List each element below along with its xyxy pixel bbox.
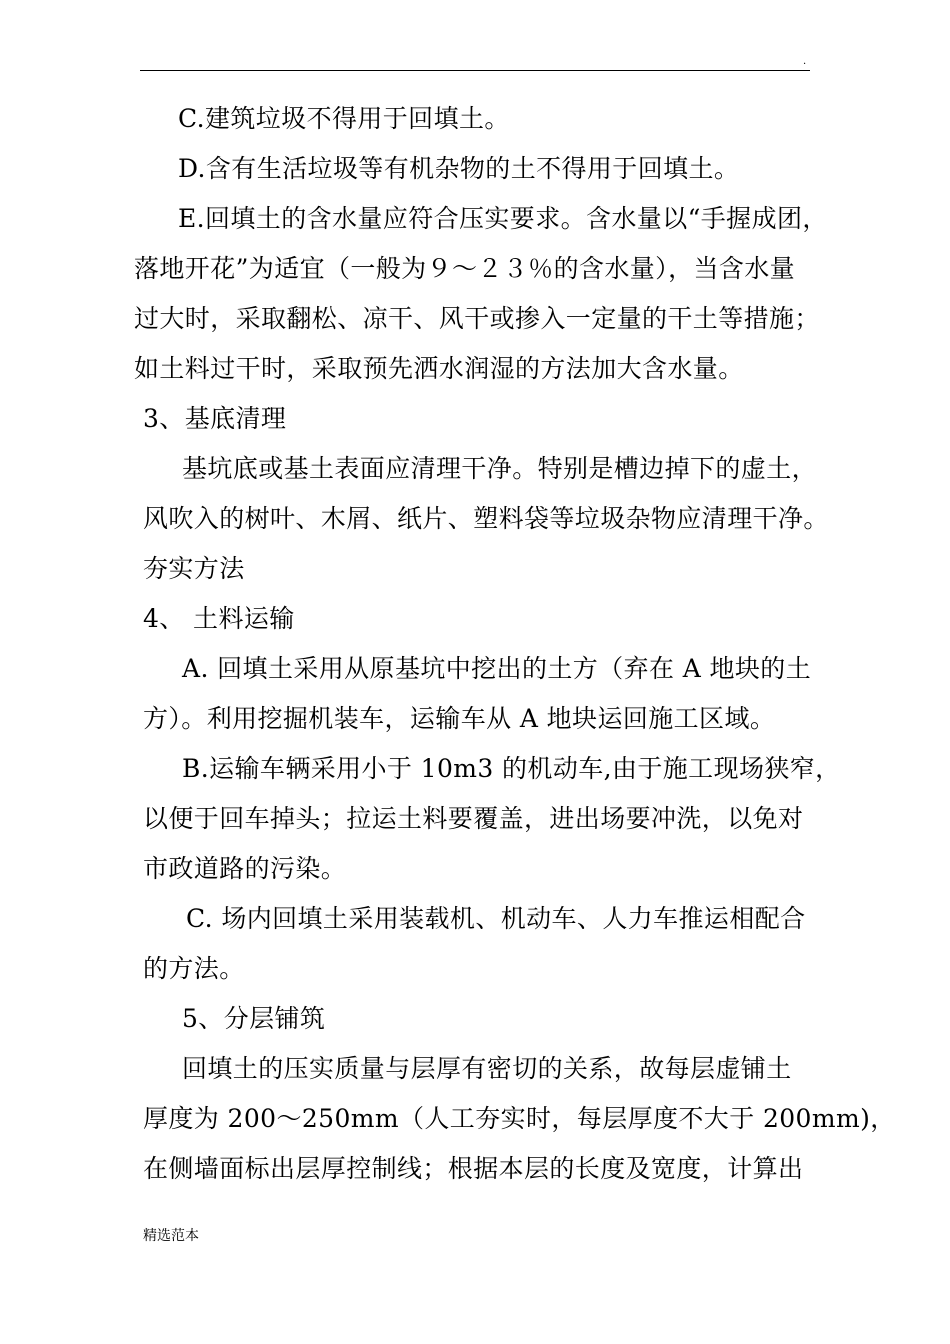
header-mark: . bbox=[803, 56, 807, 67]
text-line: 的方法。 bbox=[143, 954, 245, 983]
section-heading: 4、 土料运输 bbox=[143, 604, 295, 633]
text-line: E.回填土的含水量应符合压实要求。含水量以“手握成团， bbox=[178, 204, 828, 233]
text-line: 方）。利用挖掘机装车，运输车从 A 地块运回施工区域。 bbox=[143, 704, 776, 733]
header-rule bbox=[140, 70, 810, 71]
text-line: C.建筑垃圾不得用于回填土。 bbox=[178, 104, 510, 133]
text-line: B.运输车辆采用小于 10m3 的机动车,由于施工现场狭窄， bbox=[182, 754, 841, 783]
footer-label: 精选范本 bbox=[143, 1228, 199, 1244]
text-line: 以便于回车掉头；拉运土料要覆盖，进出场要冲洗，以免对 bbox=[143, 804, 804, 833]
text-line: 如土料过干时，采取预先洒水润湿的方法加大含水量。 bbox=[134, 354, 744, 383]
section-heading: 5、分层铺筑 bbox=[182, 1004, 326, 1033]
text-line: 过大时，采取翻松、凉干、风干或掺入一定量的干土等措施； bbox=[134, 304, 820, 333]
text-line: D.含有生活垃圾等有机杂物的土不得用于回填土。 bbox=[178, 154, 740, 183]
text-line: 风吹入的树叶、木屑、纸片、塑料袋等垃圾杂物应清理干净。 bbox=[143, 504, 829, 533]
text-line: 市政道路的污染。 bbox=[143, 854, 347, 883]
text-line: C. 场内回填土采用装载机、机动车、人力车推运相配合 bbox=[186, 904, 806, 933]
text-line: 落地开花”为适宜（一般为９～２３％的含水量），当含水量 bbox=[134, 254, 796, 283]
text-line: 厚度为 200～250mm（人工夯实时，每层厚度不大于 200mm)， bbox=[143, 1104, 896, 1133]
text-line: A. 回填土采用从原基坑中挖出的土方（弃在 A 地块的土 bbox=[182, 654, 812, 683]
text-line: 基坑底或基土表面应清理干净。特别是槽边掉下的虚土， bbox=[182, 454, 818, 483]
text-line: 回填土的压实质量与层厚有密切的关系，故每层虚铺土 bbox=[182, 1054, 792, 1083]
section-heading: 3、基底清理 bbox=[143, 404, 287, 433]
text-line: 在侧墙面标出层厚控制线；根据本层的长度及宽度，计算出 bbox=[143, 1154, 804, 1183]
section-heading: 夯实方法 bbox=[143, 554, 245, 583]
